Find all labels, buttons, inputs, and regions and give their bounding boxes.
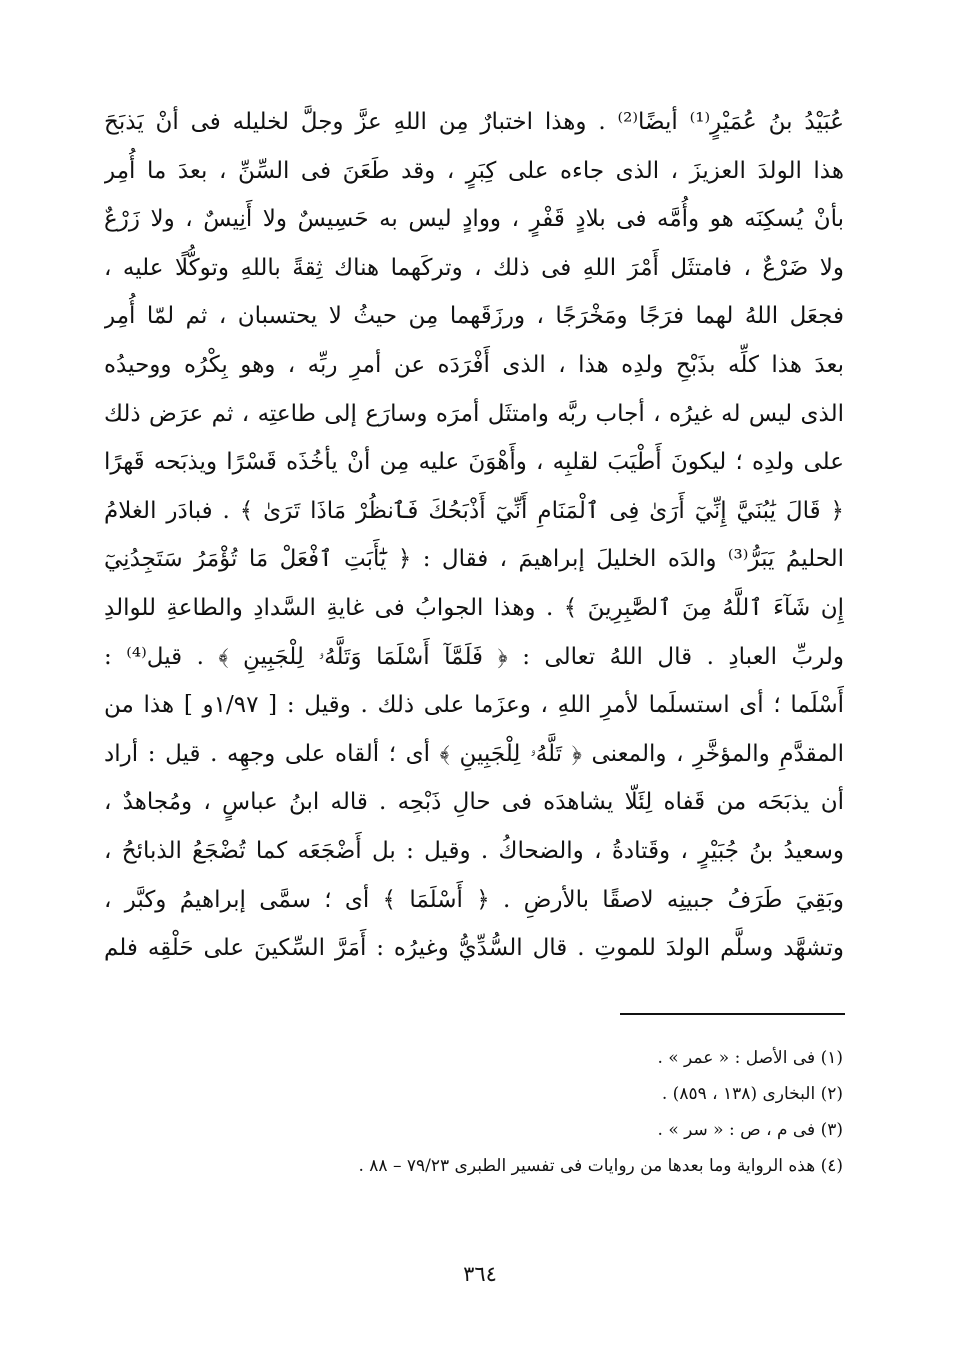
text-line: بعدَ هذا كلِّه بذَبْحِ ولدِه هذا ، الذى أَفْرَدَه عن أمرِ ربِّه ، وهو بِكْرُه ووحيدُه: [104, 351, 844, 378]
text-line: وسعيدُ بنُ جُبَيْرٍ ، وقَتادةُ ، والضحاكُ . وقيل : بل أَضْجَعَه كما تُضْجَعُ الذبائحُ ،: [104, 837, 844, 864]
text-line: ولا ضَرْعٌ ، فامتثَل أَمْرَ اللهِ فى ذلك ، وتركَهما هناك ثِقةً باللهِ وتوكُّلًا عليه ،: [104, 254, 844, 281]
text-line: ولربِّ العبادِ . قال اللهُ تعالى : ﴿ فَلَمَّآ أَسْلَمَا وَتَلَّهُۥ لِلْجَبِينِ ﴾ . قيل⁽⁴⁾ :: [104, 643, 844, 670]
text-line: فجعَل اللهُ لهما فرَجًا ومَخْرَجًا ، ورزَقَهما مِن حيثُ لا يحتسبان ، ثم لمّا أُمِر: [104, 303, 844, 330]
text-line: أَسْلَما ؛ أى استسلَما لأمرِ اللهِ ، وعزَما على ذلك . وقيل : [ ١/٩٧و ] هذا من: [104, 692, 844, 719]
text-line: أن يذبَحَه من قَفاه لِئَلّا يشاهدَه فى حالِ ذَبْحِه . قاله ابنُ عباسٍ ، ومُجاهدٌ ،: [104, 789, 844, 816]
text-line: الذى ليس له غيرُه ، أجاب ربَّه وامتثَل أمرَه وسارَع إلى طاعتِه ، ثم عرَض ذلك: [104, 400, 844, 427]
footnote: (٢) البخارى (١٣٨ ، ٨٥٩) .: [661, 1084, 843, 1104]
page-number: ٣٦٤: [463, 1262, 497, 1286]
text-line: ﴿ قَالَ يَٰبُنَيَّ إِنِّيٓ أَرَىٰ فِى ٱلْمَنَامِ أَنِّيٓ أَذْبَحُكَ فَٱنظُرْ مَاذَا تَرَىٰ ﴾ . فبادَر الغلامُ: [104, 497, 844, 524]
text-line: وبَقِيَ طَرَفُ جبينِه لاصقًا بالأرضِ . ﴿ أَسْلَمَا ﴾ أى ؛ سمَّى إبراهيمُ وكبَّر ،: [104, 886, 844, 913]
text-line: وتشهَّد وسلَّم الولدَ للموتِ . قال السُّدِّيُّ وغيرُه : أَمَرَّ السِّكينَ على حَلْقِه فلم: [104, 935, 844, 962]
text-line: الحليمُ يَبَرُّ⁽³⁾ والدَه الخليلَ إبراهيمَ ، فقال : ﴿ يَٰٓأَبَتِ ٱفْعَلْ مَا تُؤْمَرُ سَتَجِدُنِيٓ: [104, 546, 844, 573]
footnote: (١) فى الأصل : « عمر » .: [657, 1048, 843, 1068]
text-line: المقدَّمِ والمؤخَّرِ ، والمعنى ﴿ تَلَّهُۥ لِلْجَبِينِ ﴾ أى ؛ ألقاه على وجهِه . قيل : أراد: [104, 740, 844, 767]
text-line: بأنْ يُسكِنَه هو وأُمَّه فى بلادٍ قَفْرٍ ، ووادٍ ليس به حَسِيسٌ ولا أَنِيسٌ ، ولا زَرْعٌ: [104, 206, 844, 233]
text-line: إِن شَآءَ ٱللَّهُ مِنَ ٱلصَّٰبِرِينَ ﴾ . وهذا الجوابُ فى غايةِ السَّدادِ والطاعةِ للوالدِ: [104, 594, 844, 621]
footnote-separator: [620, 1013, 845, 1015]
text-line: عُبَيْدُ بنُ عُمَيْرٍ⁽¹⁾ أيضًا⁽²⁾ . وهذا اختبارٌ مِن اللهِ عزَّ وجلَّ لخليله فى أنْ يَذبَحَ: [104, 109, 844, 135]
text-line: هذا الولدَ العزيزَ ، الذى جاءه على كِبَرٍ ، وقد طَعَنَ فى السِّنِّ ، بعدَ ما أُمِر: [104, 157, 844, 184]
footnote: (٣) فى م ، ص : « سر » .: [657, 1120, 843, 1140]
text-line: على ولدِه ؛ ليكونَ أَطْيَبَ لقلبِه ، وأَهْوَنَ عليه مِن أنْ يأخُذَه قَسْرًا ويذبَحه قَهرًا: [104, 449, 844, 476]
footnotes: [200, 1040, 843, 1184]
footnote: (٤) هذه الرواية وما بعدها من روايات فى تفسير الطبرى ٧٩/٢٣ – ٨٨ .: [358, 1156, 843, 1176]
main-text: [104, 98, 844, 973]
